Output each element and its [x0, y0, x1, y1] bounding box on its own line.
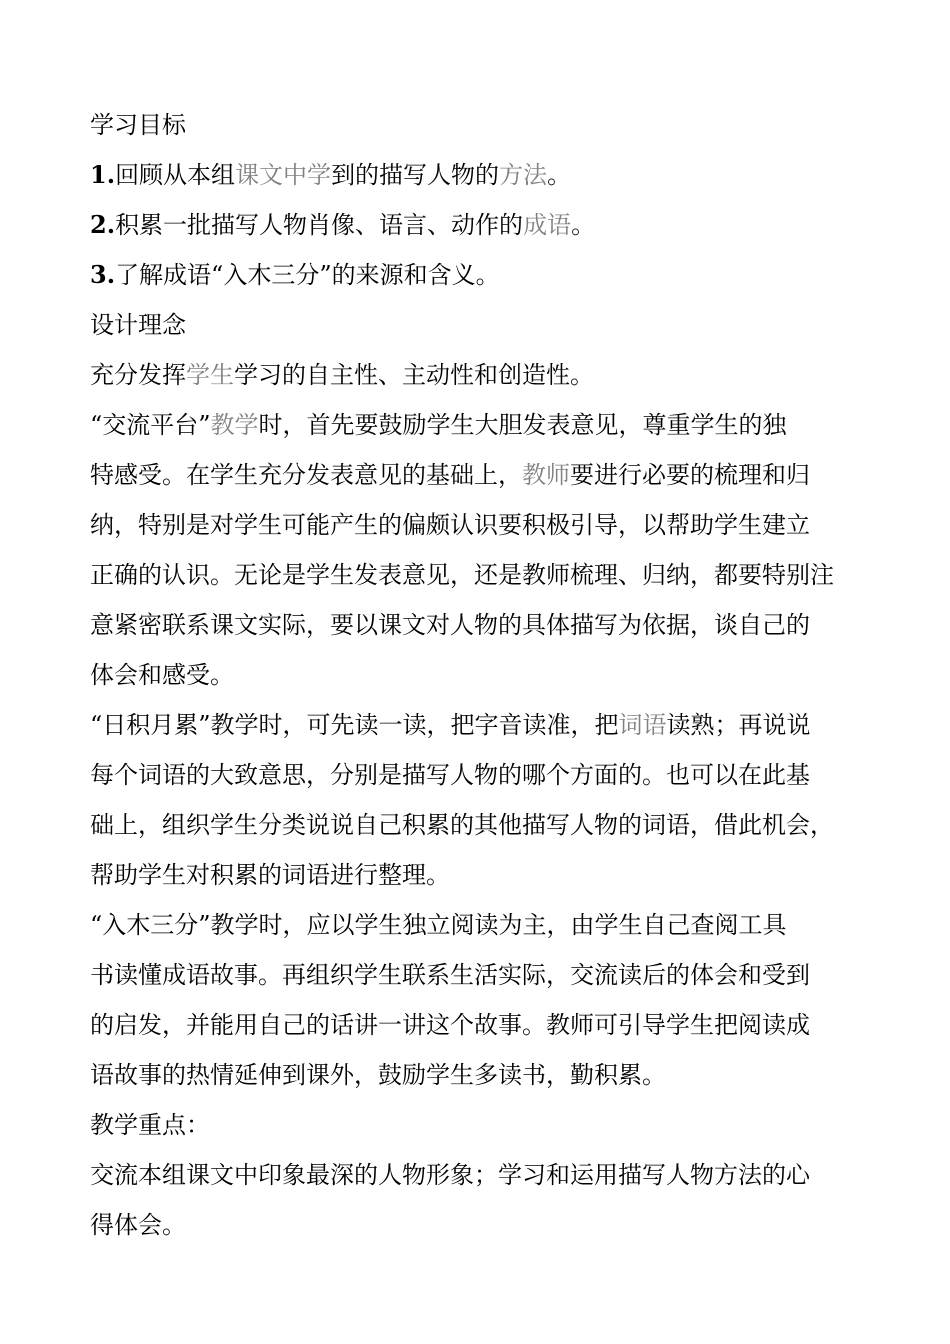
- objective-item-3: [90, 250, 870, 300]
- paragraph-3-line-4: 语故事的热情延伸到课外，鼓励学生多读书，勤积累。: [90, 1061, 666, 1089]
- paragraph-text: “日积月累”教学时，可先读一读，把字音读准，把: [90, 711, 619, 739]
- focus-heading: 教学重点：: [90, 1111, 210, 1139]
- objective-text: 。: [547, 161, 572, 189]
- paragraph-1-line-2: [90, 450, 870, 500]
- link-kewen-zhongxue[interactable]: 课文中学: [235, 161, 332, 189]
- paragraph-1-line-3: 纳，特别是对学生可能产生的偏颇认识要积极引导，以帮助学生建立: [90, 511, 810, 539]
- link-jiaoshi[interactable]: 教师: [522, 461, 570, 489]
- objective-text: 到的描写人物的: [331, 161, 500, 189]
- document-page: [90, 100, 870, 1250]
- focus-line-1: 交流本组课文中印象最深的人物形象；学习和运用描写人物方法的心: [90, 1161, 810, 1189]
- objective-number: 3.: [90, 260, 116, 289]
- paragraph-1-line-5: 意紧密联系课文实际，要以课文对人物的具体描写为依据，谈自己的: [90, 611, 810, 639]
- paragraph-text: 时，首先要鼓励学生大胆发表意见，尊重学生的独: [258, 411, 787, 439]
- paragraph-2-line-1: [90, 700, 870, 750]
- paragraph-1-line-4: 正确的认识。无论是学生发表意见，还是教师梳理、归纳，都要特别注: [90, 561, 834, 589]
- objective-number: 2.: [90, 210, 116, 239]
- design-text: 学习的自主性、主动性和创造性。: [234, 361, 594, 389]
- objectives-heading: 学习目标: [90, 111, 186, 139]
- design-heading: 设计理念: [90, 311, 186, 339]
- objective-number: 1.: [90, 160, 116, 189]
- objective-text: 了解成语“入木三分”的来源和含义。: [115, 261, 500, 289]
- objective-text: 积累一批描写人物肖像、语言、动作的: [115, 211, 524, 239]
- link-ciyu[interactable]: 词语: [618, 711, 667, 739]
- objective-item-1: [90, 150, 870, 200]
- objective-text: 回顾从本组: [115, 161, 236, 189]
- link-xuesheng[interactable]: 学生: [186, 361, 234, 389]
- paragraph-3-line-1: “入木三分”教学时，应以学生独立阅读为主，由学生自己查阅工具: [90, 911, 787, 939]
- paragraph-text: “交流平台”: [90, 411, 211, 439]
- paragraph-2-line-4: 帮助学生对积累的词语进行整理。: [90, 861, 450, 889]
- paragraph-1-line-1: [90, 400, 870, 450]
- paragraph-text: 读熟；再说说: [666, 711, 811, 739]
- paragraph-3-line-3: 的启发，并能用自己的话讲一讲这个故事。教师可引导学生把阅读成: [90, 1011, 810, 1039]
- link-chengyu[interactable]: 成语: [523, 211, 572, 239]
- design-line-1: [90, 350, 870, 400]
- paragraph-2-line-3: 础上，组织学生分类说说自己积累的其他描写人物的词语，借此机会，: [90, 811, 834, 839]
- objective-text: 。: [571, 211, 596, 239]
- design-text: 充分发挥: [90, 361, 186, 389]
- paragraph-text: 要进行必要的梳理和归: [570, 461, 810, 489]
- paragraph-text: 特感受。在学生充分发表意见的基础上，: [90, 461, 522, 489]
- paragraph-3-line-2: 书读懂成语故事。再组织学生联系生活实际，交流读后的体会和受到: [90, 961, 810, 989]
- paragraph-2-line-2: 每个词语的大致意思，分别是描写人物的哪个方面的。也可以在此基: [90, 761, 810, 789]
- link-fangfa[interactable]: 方法: [499, 161, 548, 189]
- focus-line-2: 得体会。: [90, 1211, 186, 1239]
- objective-item-2: [90, 200, 870, 250]
- paragraph-1-line-6: 体会和感受。: [90, 661, 234, 689]
- link-jiaoxue[interactable]: 教学: [210, 411, 259, 439]
